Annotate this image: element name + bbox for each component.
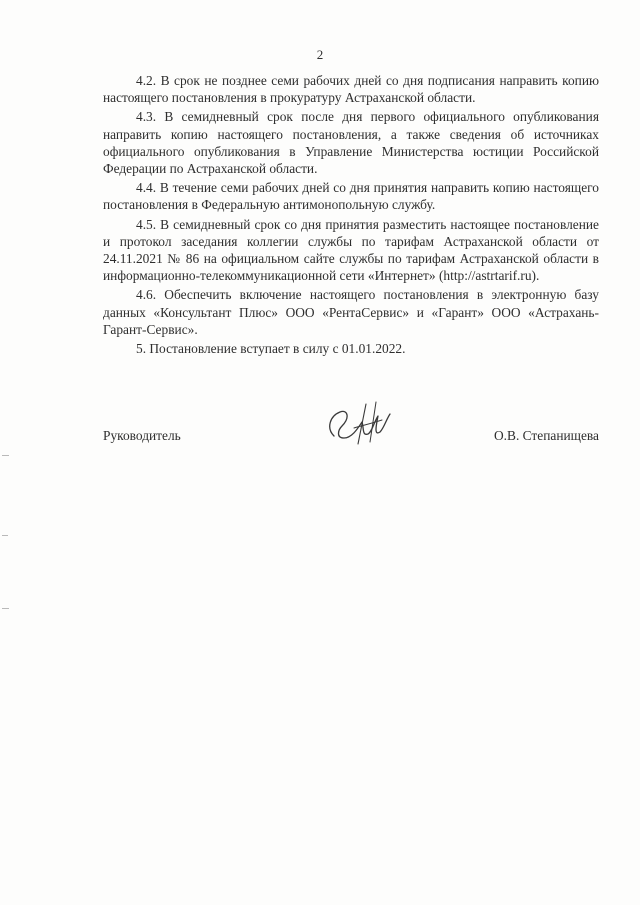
paragraph-4-5: 4.5. В семидневный срок со дня принятия разместить настоящее постановление и протокол заседания коллегии службы по тарифам Астраханской области от 24.11.2021 № 86 на официальном сайте службы по тарифам Астраханской области в информационно-телекоммуникационной сети «Интернет» (http://astrtarif.ru). (103, 216, 599, 284)
scan-artifact (2, 535, 8, 536)
signature-block (103, 424, 599, 448)
scan-artifact (2, 608, 9, 609)
paragraph-4-6: 4.6. Обеспечить включение настоящего постановления в электронную базу данных «Консультант Плюс» ООО «РентаСервис» и «Гарант» ООО «Астрахань-Гарант-Сервис». (103, 287, 599, 337)
page-number: 2 (316, 47, 324, 62)
paragraph-5: 5. Постановление вступает в силу с 01.01.2022. (136, 341, 406, 357)
paragraph-4-2: 4.2. В срок не позднее семи рабочих дней со дня подписания направить копию настоящего постановления в прокуратуру Астраханской области. (103, 73, 599, 106)
signatory-name: О.В. Степанищева (494, 428, 599, 443)
signatory-title: Руководитель (103, 428, 181, 443)
paragraph-4-4: 4.4. В течение семи рабочих дней со дня принятия направить копию настоящего постановления в Федеральную антимонопольную службу. (103, 180, 599, 213)
scan-artifact (2, 455, 9, 456)
paragraph-4-3: 4.3. В семидневный срок после дня первого официального опубликования направить копию настоящего постановления, а также сведения об источниках официального опубликования в Управление Министерства юстиции Российской Федерации по Астраханской области. (103, 109, 599, 177)
document-body (103, 72, 599, 359)
